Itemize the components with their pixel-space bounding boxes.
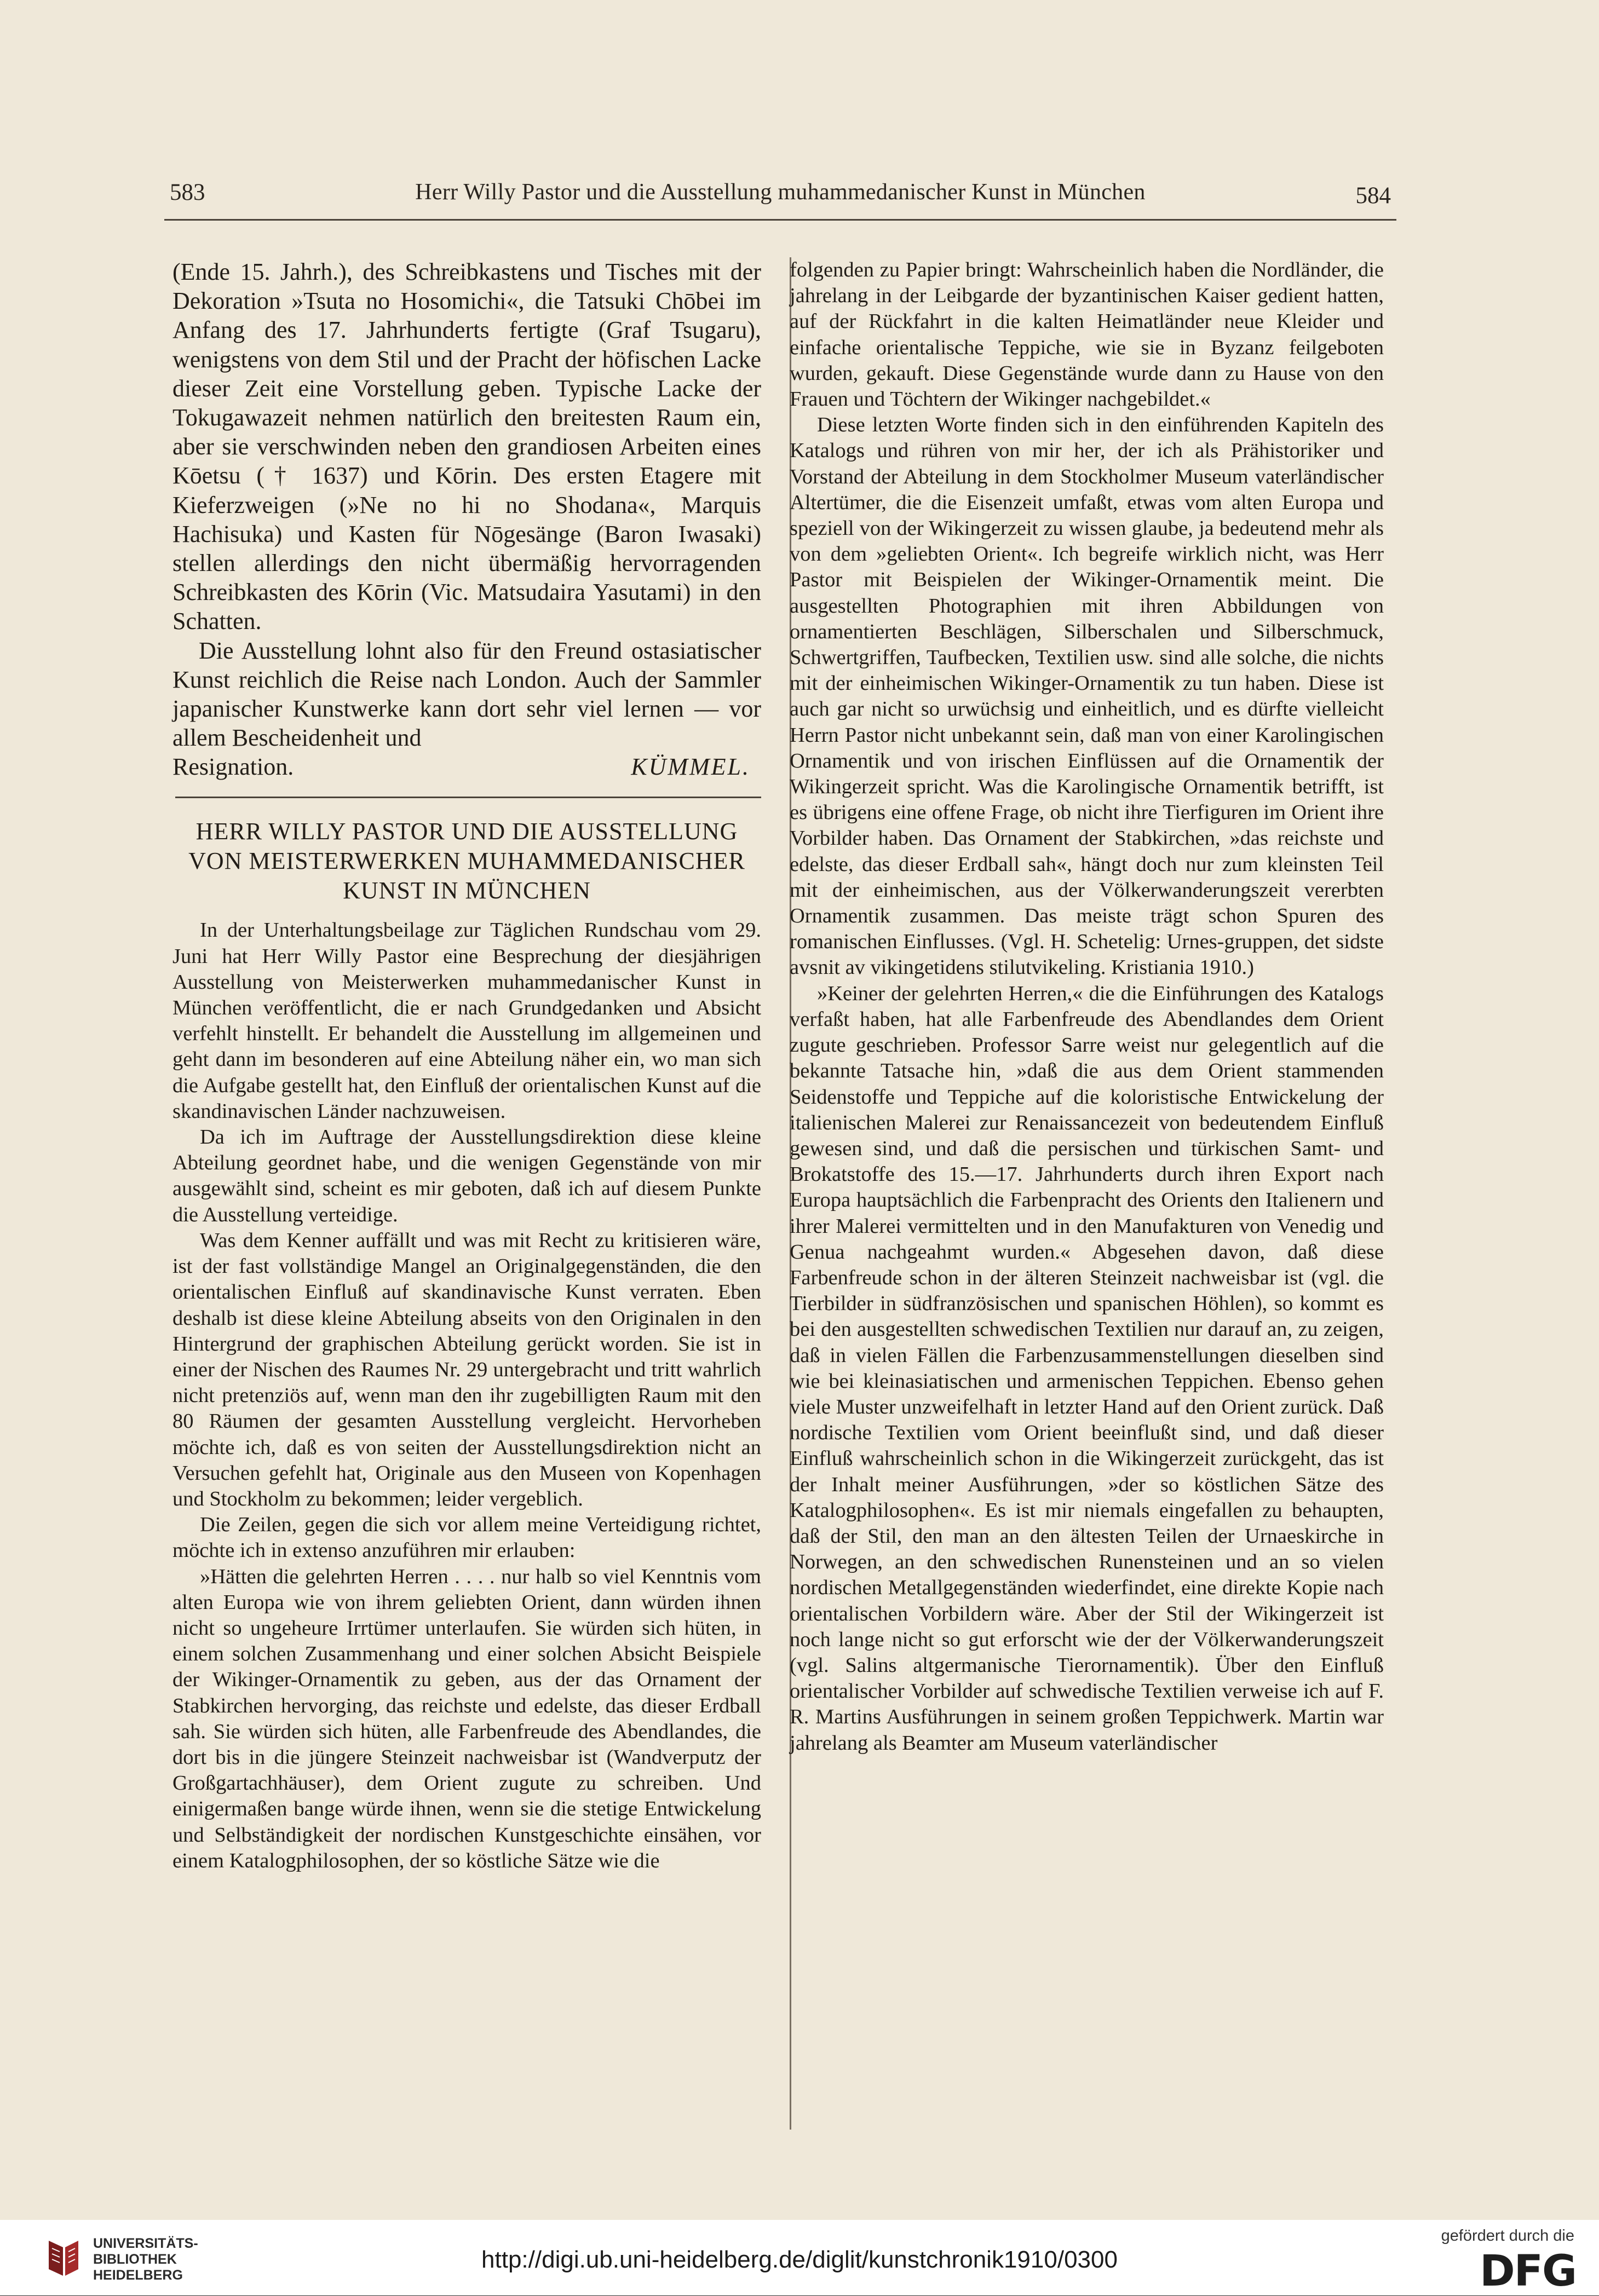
previous-article-end [172, 257, 761, 752]
paragraph: »Hätten die gelehrten Herren . . . . nur halb so viel Kenntnis vom alten Europa wie von ihrem geliebten Orient, dann würden ihnen nicht so ungeheure Irrtümer unterlaufen. Sie würden sich hüten, in einem solchen Zusammenhang und einer solchen Absicht Beispiele der Wikinger-Ornamentik zu geben, aus der das Ornament der Stabkirchen hervorging, das reichste und edelste, das dieser Erdball sah. Sie würden sich hüten, alle Farbenfreude des Abendlandes, die dort bis in die jüngere Steinzeit nachweisbar ist (Wandverputz der Großgartachhäuser), dem Orient zugute zu schreiben. Und einigermaßen bange würde ihnen, wenn sie die stetige Entwickelung und Selbständigkeit der nordischen Kunstgeschichte einsähen, vor einem Katalogphilosophen, der so köstliche Sätze wie die [172, 1565, 761, 1872]
paragraph: Die Zeilen, gegen die sich vor allem meine Verteidigung richtet, möchte ich in extenso anzuführen mir erlauben: [172, 1513, 761, 1562]
right-column [790, 257, 1384, 1756]
paragraph: Was dem Kenner auffällt und was mit Recht zu kritisieren wäre, ist der fast vollständige Mangel an Originalgegenständen, die den orientalischen Einfluß auf skandinavische Kunst verraten. Eben deshalb ist diese kleine Abteilung abseits von den Originalen in den Hintergrund der graphischen Abteilung gerückt worden. Sie ist in einer der Nischen des Raumes Nr. 29 untergebracht und tritt wahrlich nicht pretenziös auf, wenn man den ihr zugebilligten Raum mit den 80 Räumen der gesamten Ausstellung vergleicht. Hervorheben möchte ich, daß es von seiten der Ausstellungsdirektion nicht an Versuchen gefehlt hat, Originale aus den Museen von Kopenhagen und Stockholm zu bekommen; leider vergeblich. [172, 1228, 761, 1510]
paragraph: Die Ausstellung lohnt also für den Freund ostasiatischer Kunst reichlich die Reise nach London. Auch der Sammler japanischer Kunstwerke kann dort sehr viel lernen — vor allem Bescheidenheit und [172, 637, 761, 752]
paragraph: Diese letzten Worte finden sich in den einführenden Kapiteln des Katalogs und rühren von mir her, der ich als Prähistoriker und Vorstand der Abteilung in dem Stockholmer Museum vaterländischer Altertümer, die die Eisenzeit umfaßt, etwas vom alten Europa und speziell von der Wikingerzeit zu wissen glaube, ja bedeutend mehr als von dem »geliebten Orient«. Ich begreife wirklich nicht, was Herr Pastor mit Beispielen der Wikinger-Ornamentik meint. Die ausgestellten Photographien mit ihren Abbildungen von ornamentierten Beschlägen, Silberschalen und Silberschmuck, Schwertgriffen, Taufbecken, Textilien usw. sind alle solche, die nichts mit der einheimischen Wikinger-Ornamentik zu tun haben. Diese ist auch gar nicht so urwüchsig und einheitlich, und es dürfte vielleicht Herrn Pastor nicht unbekannt sein, daß man von einer Karolingischen Ornamentik und von irischen Einflüssen auf die Ornamentik der Wikingerzeit spricht. Was die Karolingische Ornamentik betrifft, ist es übrigens eine offene Frage, ob nicht ihre Tierfiguren im Orient ihre Vorbilder haben. Das Ornament der Stabkirchen, »das reichste und edelste, das dieser Erdball sah«, hängt doch nur zum kleinsten Teil mit der einheimischen, aus der Völkerwanderungszeit vererbten Ornamentik zusammen. Das meiste trägt schon Spuren des romanischen Einflusses. (Vgl. H. Schetelig: Urnes-gruppen, det sidste avsnit av vikingetidens stilutvikeling. Kristiania 1910.) [790, 413, 1384, 979]
running-title: Herr Willy Pastor und die Ausstellung muhammedanischer Kunst in München [415, 180, 1146, 205]
paragraph: »Keiner der gelehrten Herren,« die die Einführungen des Katalogs verfaßt haben, hat alle Farbenfreude des Abendlandes dem Orient zugute geschrieben. Professor Sarre weist nur gelegentlich auf die bekannte Tatsache hin, »daß die aus dem Orient stammenden Seidenstoffe und Teppiche auf die koloristische Entwickelung der italienischen Malerei zur Renaissancezeit von bedeutendem Einfluß gewesen sind, und daß die persischen und türkischen Samt- und Brokatstoffe des 15.—17. Jahrhunderts durch ihren Export nach Europa hauptsächlich die Farbenpracht des Orients den Italienern und ihrer Malerei vermittelten und in den Manufakturen von Venedig und Genua nachgeahmt wurden.« Abgesehen davon, daß diese Farbenfreude schon in der älteren Steinzeit nachweisbar ist (vgl. die Tierbilder in südfranzösischen und spanischen Höhlen), so kommt es bei den ausgestellten schwedischen Textilien nur darauf an, zu zeigen, daß in vielen Fällen die Farbenzusammenstellungen dieselben sind wie bei kleinasiatischen und armenischen Teppichen. Ebenso gehen viele Muster unzweifelhaft in letzter Hand auf den Orient zurück. Daß nordische Textilien vom Orient beeinflußt sind, und daß dieser Einfluß wahrscheinlich schon in die Wikingerzeit zurückgeht, das ist der Inhalt meiner Ausführungen, »der so köstlichen Sätze des Katalogphilosophen«. Es ist mir niemals eingefallen zu behaupten, daß der Stil, den man an den ältesten Teilen der Urnaeskirche in Norwegen, an den schwedischen Runensteinen und an so vielen nordischen Metallgegenständen wiederfindet, eine direkte Kopie nach orientalischen Vorbildern wäre. Aber der Stil der Wikingerzeit ist noch lange nicht so gut erforscht wie der der Völkerwanderungszeit (vgl. Salins altgermanische Tierornamentik). Über den Einfluß orientalischer Vorbilder auf schwedische Textilien verweise ich auf F. R. Martins Ausführungen in seinem großen Teppichwerk. Martin war jahrelang als Beamter am Museum vaterländischer [790, 982, 1384, 1755]
left-column [172, 257, 761, 1874]
signature-line [172, 752, 761, 781]
paragraph: (Ende 15. Jahrh.), des Schreibkastens und Tisches mit der Dekoration »Tsuta no Hosomichi«, die Tatsuki Chōbei im Anfang des 17. Jahrhunderts fertigte (Graf Tsugaru), wenigstens von dem Stil und der Pracht der höfischen Lacke dieser Zeit eine Vorstellung geben. Typische Lacke der Tokugawazeit nehmen natürlich den breitesten Raum ein, aber sie verschwinden neben den grandiosen Arbeiten eines Kōetsu († 1637) und Kōrin. Des ersten Etagere mit Kieferzweigen (»Ne no hi no Shodana«, Marquis Hachisuka) und Kasten für Nōgesänge (Baron Iwasaki) stellen allerdings den nicht übermäßig hervorragenden Schreibkasten des Kōrin (Vic. Matsudaira Yasutami) in den Schatten. [172, 258, 761, 635]
section-rule [175, 797, 761, 798]
article-body-left [172, 918, 761, 1874]
funder-caption: gefördert durch die [1441, 2227, 1574, 2245]
paragraph: folgenden zu Papier bringt: Wahrscheinlich haben die Nordländer, die jahrelang in der Leibgarde der byzantinischen Kaiser gedient hatten, auf der Rückfahrt in die kalten Heimatländer neue Kleider und einfache orientalische Teppiche, wie sie in Byzanz feilgeboten wurden, gekauft. Diese Gegenstände wurde dann zu Hause von den Frauen und Töchtern der Wikinger nachgebildet.« [790, 258, 1384, 411]
page-number-right: 584 [1355, 183, 1391, 209]
paragraph-end: Resignation. [172, 753, 294, 781]
paragraph: Da ich im Auftrage der Ausstellungsdirektion diese kleine Abteilung geordnet habe, und die wenigen Gegenstände von mir ausgewählt sind, scheint es mir geboten, daß ich auf diesem Punkte die Ausstellung verteidige. [172, 1126, 761, 1226]
library-name-line: BIBLIOTHEK [93, 2252, 177, 2267]
library-name-line: UNIVERSITÄTS- [93, 2236, 198, 2251]
dfg-logo: DFG [1479, 2247, 1576, 2296]
header-rule [164, 219, 1396, 221]
author-signature: KÜMMEL. [631, 753, 750, 781]
library-name-line: HEIDELBERG [93, 2268, 183, 2283]
permalink-url[interactable]: http://digi.ub.uni-heidelberg.de/diglit/kunstchronik1910/0300 [481, 2246, 1118, 2273]
page-number-left: 583 [170, 180, 205, 205]
running-header [170, 179, 1391, 223]
article-title: HERR WILLY PASTOR UND DIE AUSSTELLUNG VON MEISTERWERKEN MUHAMMEDANISCHER KUNST IN MÜNCHEN [188, 818, 745, 904]
paragraph: In der Unterhaltungsbeilage zur Täglichen Rundschau vom 29. Juni hat Herr Willy Pastor eine Besprechung der diesjährigen Ausstellung von Meisterwerken muhammedanischer Kunst in München veröffentlicht, die er nach Grundgedanken und Absicht verfehlt hinstellt. Er behandelt die Ausstellung im allgemeinen und geht dann im besonderen auf eine Abteilung näher ein, wo man sich die Aufgabe gestellt hat, den Einfluß der orientalischen Kunst auf die skandinavischen Länder nachzuweisen. [172, 919, 761, 1123]
